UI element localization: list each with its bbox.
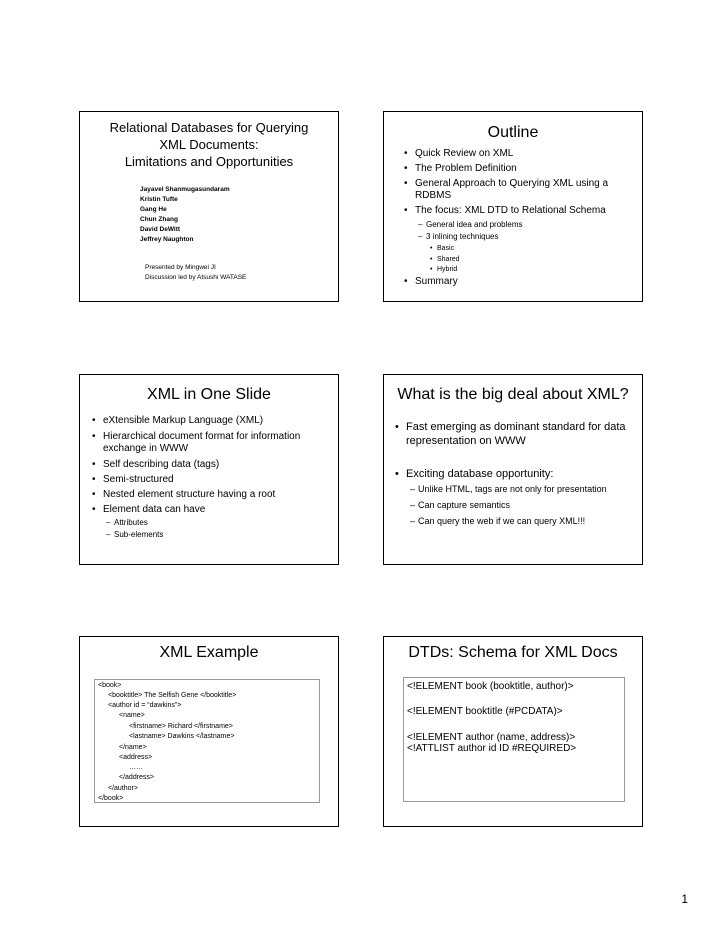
sub-sub-bullet-item: • Shared: [437, 255, 460, 264]
author-name: Kristin Tufte: [140, 196, 178, 203]
discussion-text: Discussion led by Atsushi WATASE: [145, 274, 247, 281]
bullet-item: • Semi-structured: [103, 474, 174, 486]
slide-xml-in-one-slide: [79, 374, 339, 565]
dtd-line: <!ELEMENT book (booktitle, author)>: [407, 681, 574, 692]
slide-big-deal-xml: [383, 374, 643, 565]
bullet-item-continuation: representation on WWW: [406, 435, 526, 447]
dtd-line: <!ATTLIST author id ID #REQUIRED>: [407, 743, 577, 754]
code-line: </name>: [119, 744, 147, 751]
sub-sub-bullet-item: • Hybrid: [437, 265, 457, 274]
code-line: <address>: [119, 754, 153, 761]
code-line: ……: [129, 764, 143, 771]
author-name: David DeWitt: [140, 226, 181, 233]
sub-bullet-item: – Sub-elements: [114, 530, 163, 540]
code-line: <lastname> Dawkins </lastname>: [129, 733, 235, 740]
slide-dtds: [383, 636, 643, 827]
sub-bullet-item: – Unlike HTML, tags are not only for presentation: [418, 484, 607, 494]
bullet-item: • General Approach to Querying XML using a: [415, 178, 608, 190]
code-line: <firstname> Richard </firstname>: [129, 723, 233, 730]
bullet-item-continuation: RDBMS: [415, 190, 452, 201]
sub-sub-bullet-item: • Basic: [437, 244, 454, 253]
slide-title: What is the big deal about XML?: [397, 386, 629, 403]
sub-bullet-item: – Can query the web if we can query XML!!!: [418, 516, 585, 526]
code-line: <book>: [98, 682, 122, 689]
bullet-item: • Fast emerging as dominant standard for data: [406, 421, 626, 433]
slide-title: XML in One Slide: [147, 386, 271, 403]
slide-title: [79, 111, 339, 302]
author-name: Chun Zhang: [140, 216, 178, 223]
slide-title: Outline: [487, 124, 539, 141]
slide-title: DTDs: Schema for XML Docs: [408, 644, 618, 661]
code-line: <author id = “dawkins”>: [108, 702, 182, 709]
code-line: </author>: [108, 785, 138, 792]
code-line: <booktitle> The Selfish Gene </booktitle>: [108, 692, 237, 699]
code-line: <name>: [119, 712, 145, 719]
bullet-item: • Nested element structure having a root: [103, 489, 275, 501]
author-name: Jayavel Shanmugasundaram: [140, 186, 230, 193]
sub-bullet-item: – Can capture semantics: [418, 500, 510, 510]
code-line: </address>: [119, 774, 155, 781]
sub-bullet-item: – Attributes: [114, 518, 148, 528]
slide-title-line: Limitations and Opportunities: [124, 154, 294, 169]
bullet-item: • Hierarchical document format for information: [103, 431, 300, 443]
dtd-line: <!ELEMENT booktitle (#PCDATA)>: [407, 706, 563, 717]
slide-title-line: XML Documents:: [159, 137, 259, 152]
sub-bullet-item: – 3 inlining techniques: [426, 232, 499, 242]
slide-outline: [383, 111, 643, 302]
presenter-text: Presented by Mingwei JI: [145, 264, 216, 271]
sub-bullet-item: – General idea and problems: [426, 220, 523, 230]
bullet-item: • eXtensible Markup Language (XML): [103, 415, 263, 427]
slide-title-line: Relational Databases for Querying: [109, 120, 309, 135]
dtd-line: <!ELEMENT author (name, address)>: [407, 732, 576, 743]
bullet-item: • Element data can have: [103, 504, 205, 516]
bullet-item: • Summary: [415, 276, 458, 288]
bullet-item: • The Problem Definition: [415, 163, 517, 175]
bullet-item: • The focus: XML DTD to Relational Schema: [415, 205, 606, 217]
author-name: Jeffrey Naughton: [140, 236, 194, 243]
bullet-item: • Quick Review on XML: [415, 148, 513, 160]
slide-xml-example: [79, 636, 339, 827]
bullet-item-continuation: exchange in WWW: [103, 443, 189, 454]
slide-title: XML Example: [159, 644, 259, 661]
code-line: </book>: [98, 795, 124, 802]
bullet-item: • Exciting database opportunity:: [406, 468, 553, 480]
bullet-item: • Self describing data (tags): [103, 459, 219, 471]
page-number: 1: [681, 892, 688, 906]
author-name: Gang He: [140, 206, 167, 213]
